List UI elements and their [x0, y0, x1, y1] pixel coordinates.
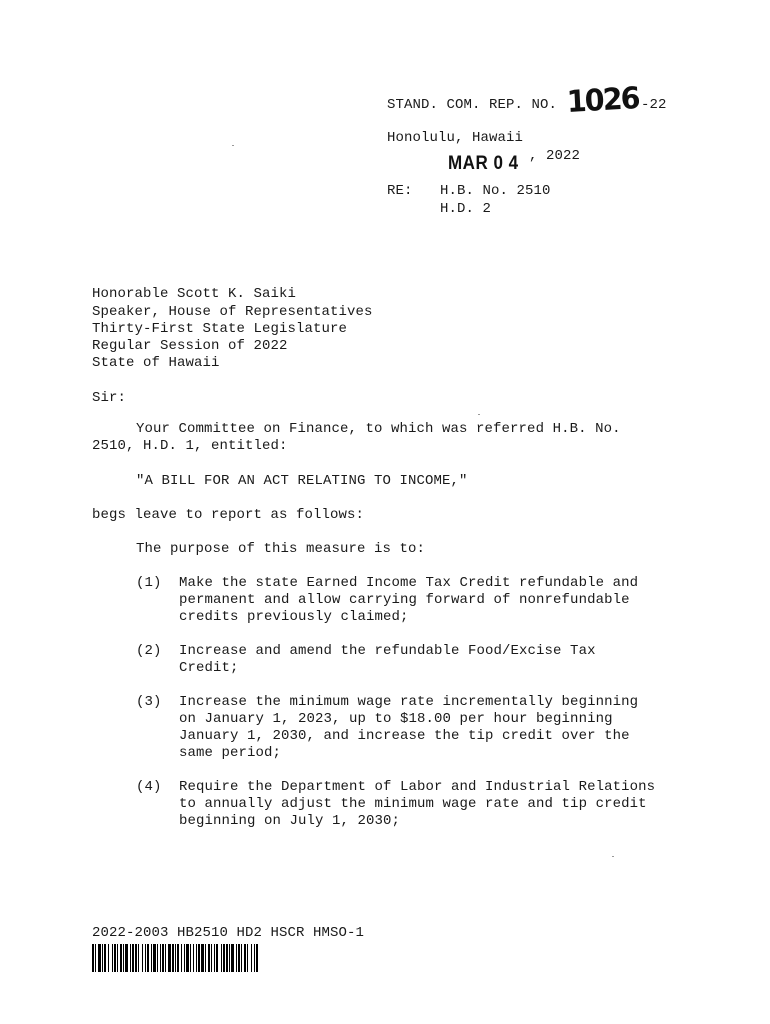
report-number-handwritten: 1026: [566, 81, 640, 120]
addressee-title: Speaker, House of Representatives: [92, 304, 373, 320]
list-item-line: Increase the minimum wage rate incrementally beginning: [179, 694, 639, 710]
re-label: RE:: [387, 183, 413, 199]
list-item-line: January 1, 2030, and increase the tip credit over the: [179, 728, 630, 744]
list-item-line: on January 1, 2023, up to $18.00 per hour beginning: [179, 711, 613, 727]
addressee-legislature: Thirty-First State Legislature: [92, 321, 348, 337]
barcode: [92, 944, 382, 972]
list-item-number: (3): [136, 694, 162, 710]
salutation: Sir:: [92, 390, 127, 406]
list-item-number: (2): [136, 643, 162, 659]
bill-number: H.B. No. 2510: [440, 183, 551, 199]
intro-line-2: 2510, H.D. 1, entitled:: [92, 438, 288, 454]
list-item-line: Make the state Earned Income Tax Credit refundable and: [179, 575, 639, 591]
list-item-number: (1): [136, 575, 162, 591]
barcode-bar: [258, 944, 259, 972]
report-prefix: STAND. COM. REP. NO.: [387, 97, 558, 113]
bill-title: "A BILL FOR AN ACT RELATING TO INCOME,": [136, 473, 468, 489]
list-item-line: Credit;: [179, 660, 239, 676]
purpose-statement: The purpose of this measure is to:: [136, 541, 426, 557]
report-suffix: -22: [641, 97, 667, 113]
scan-speck: [612, 856, 614, 857]
list-item-line: beginning on July 1, 2030;: [179, 813, 401, 829]
list-item-line: Increase and amend the refundable Food/Excise Tax: [179, 643, 596, 659]
addressee-name: Honorable Scott K. Saiki: [92, 286, 297, 302]
list-item-line: same period;: [179, 745, 282, 761]
list-item-line: to annually adjust the minimum wage rate and tip credit: [179, 796, 647, 812]
addressee-state: State of Hawaii: [92, 355, 220, 371]
begs-leave: begs leave to report as follows:: [92, 507, 365, 523]
scan-speck: [232, 145, 234, 146]
list-item-number: (4): [136, 779, 162, 795]
report-year: , 2022: [529, 148, 581, 164]
list-item-line: Require the Department of Labor and Industrial Relations: [179, 779, 656, 795]
list-item-line: credits previously claimed;: [179, 609, 409, 625]
bill-draft: H.D. 2: [440, 201, 492, 217]
list-item-line: permanent and allow carrying forward of nonrefundable: [179, 592, 630, 608]
date-stamp: MAR 0 4: [448, 151, 519, 174]
document-code: 2022-2003 HB2510 HD2 HSCR HMSO-1: [92, 925, 365, 941]
report-location: Honolulu, Hawaii: [387, 130, 524, 146]
intro-line-1: Your Committee on Finance, to which was referred H.B. No.: [136, 421, 621, 437]
addressee-session: Regular Session of 2022: [92, 338, 288, 354]
scan-speck: [478, 414, 480, 415]
